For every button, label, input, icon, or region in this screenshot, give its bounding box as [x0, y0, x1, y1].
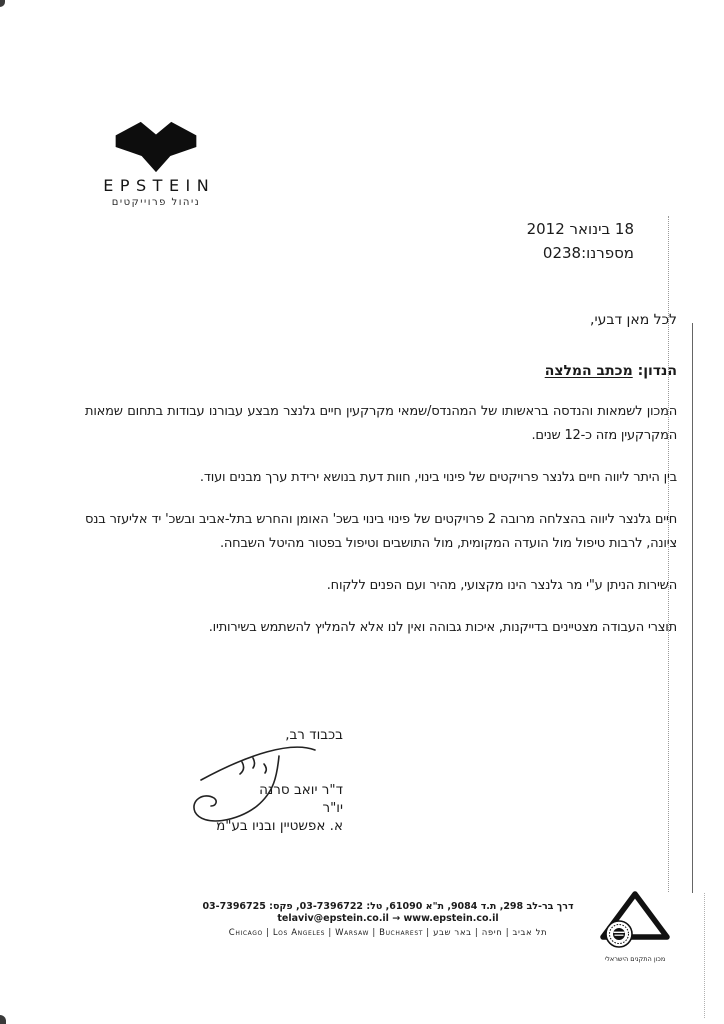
paragraph: תוצרי העבודה מצטיינים בדייקנות, איכות גבוהה ואין לנו אלא להמליץ להשתמש בשירותיו. [208, 620, 677, 635]
signer-title: יו"ר [322, 800, 343, 816]
signer-name: ד"ר יואב סרנה [259, 782, 343, 798]
brand-name: EPSTEIN [103, 176, 216, 195]
epstein-logo-icon [110, 121, 202, 173]
epstein-letterhead [100, 121, 216, 208]
letter-meta [527, 217, 634, 265]
reference-label: מספרנו: [581, 244, 634, 262]
paragraph: חיים גלנצר ליווה בהצלחה מרובה 2 פרויקטים של פינוי בינוי בשכ' האומן והחרש בתל-אביב ובשכ' יד אליעזר בנס ציונה, לרבות טיפול מול הועדה המקומית, מול התושבים וטיפול בפטור מהיטל השבחה. [85, 512, 677, 551]
letter-date: 18 בינואר 2012 [526, 220, 634, 238]
footer-address: דרך בר-לב 298, ת.ד 9084, ת"א 61090, טל: 03-7396722, פקס: 03-7396725 [202, 901, 574, 912]
scan-artifact-line [704, 893, 705, 1018]
footer [186, 901, 590, 938]
closing-salutation: בכבוד רב, [285, 727, 343, 743]
reference-number: 0238 [542, 244, 582, 262]
signer-company: א. אפשטיין ובניו בע"מ [216, 818, 343, 834]
standards-institute-label: מכון התקנים הישראלי [604, 955, 666, 963]
paragraph: השירות הניתן ע"י מר גלנצר הינו מקצועי, מהיר ועם הפנים ללקוח. [326, 578, 677, 593]
paragraph: בין היתר ליווה חיים גלנצר פרויקטים של פינוי בינוי, חוות דעת בנושא ירידת ערך מבנים ועוד. [199, 470, 677, 485]
standards-institute-mark [597, 889, 673, 963]
subject-label: הנדון: [637, 363, 677, 379]
closing-block [193, 727, 343, 835]
reference-number-row [542, 241, 634, 265]
footer-email-website: telaviv@epstein.co.il → www.epstein.co.il [277, 913, 499, 924]
scan-corner-speck [0, 0, 5, 7]
footer-office-locations: תל אביב | חיפה | באר שבע | Chicago | Los Angeles | Warsaw | Bucharest [228, 928, 548, 938]
paragraph: המכון לשמאות והנדסה בראשותו של המהנדס/שמאי מקרקעין חיים גלנצר מבצע עבורנו עבודות בתחום שמאות המקרקעין מזה כ-12 שנים. [85, 404, 677, 443]
subject-title: מכתב המלצה [544, 363, 633, 379]
letter-body [85, 400, 677, 658]
subject-line [545, 363, 677, 379]
scan-corner-speck [0, 1015, 6, 1024]
brand-subtitle: ניהול פרוייקטים [111, 197, 201, 208]
greeting: לכל מאן דבעי, [590, 312, 677, 328]
scan-artifact-line [692, 323, 693, 893]
standards-triangle-icon [598, 889, 672, 951]
